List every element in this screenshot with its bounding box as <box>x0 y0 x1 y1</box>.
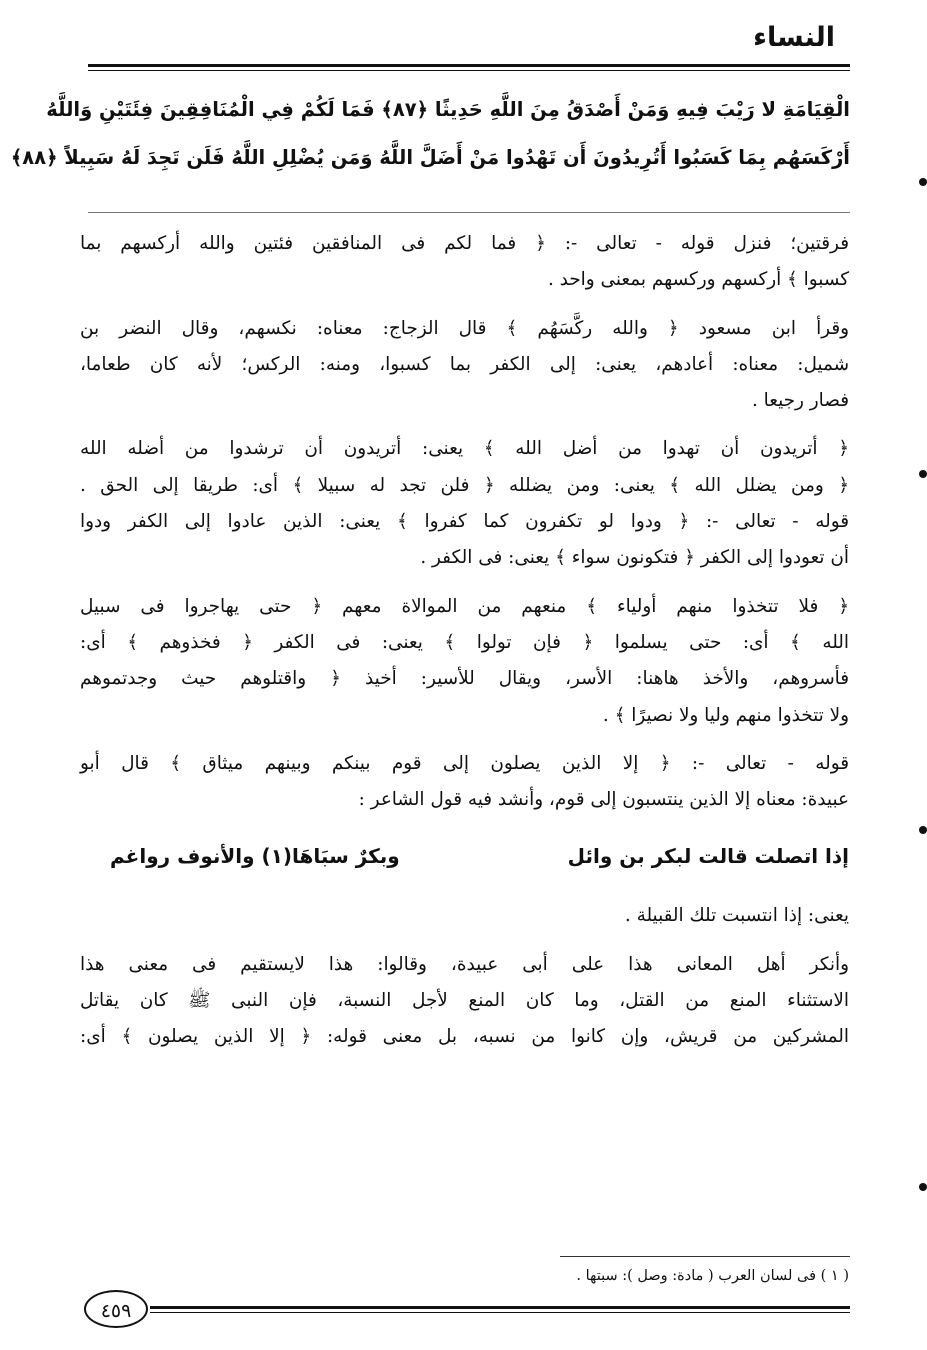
commentary-text <box>80 226 849 1068</box>
text-line: أن تعودوا إلى الكفر ﴿ فتكونون سواء ﴾ يعنى: فى الكفر . <box>420 547 849 569</box>
text-line: فصار رجيعا . <box>751 390 849 412</box>
text-line: قوله - تعالى -: ﴿ ودوا لو تكفرون كما كفروا ﴾ يعنى: الذين عادوا إلى الكفر ودوا <box>80 511 849 533</box>
quran-verse-block <box>10 86 850 196</box>
text-line: وأنكر أهل المعانى هذا على أبى عبيدة، وقالوا: هذا لايستقيم فى معنى هذا <box>80 953 849 975</box>
poetry-verse <box>80 830 849 898</box>
running-title: النساء <box>753 22 835 53</box>
text-line: وقرأ ابن مسعود ﴿ والله ركَّسَهُم ﴾ قال الزجاج: معناه: نكسهم، وقال النضر بن <box>80 317 849 339</box>
text-line: فرقتين؛ فنزل قوله - تعالى -: ﴿ فما لكم فى المنافقين فئتين والله أركسهم بما <box>80 233 849 254</box>
footer-rule-thick <box>150 1306 850 1309</box>
paragraph <box>80 898 849 934</box>
footnote-rule <box>560 1256 850 1257</box>
text-line: الله ﴾ أى: حتى يسلموا ﴿ فإن تولوا ﴾ يعنى: فى الكفر ﴿ فخذوهم ﴾ أى: <box>80 631 849 653</box>
text-line: ولا تتخذوا منهم وليا ولا نصيرًا ﴾ . <box>602 704 849 726</box>
paragraph <box>80 226 849 299</box>
margin-mark <box>919 178 927 186</box>
text-line: الاستثناء المنع من القتل، وما كان المنع لأجل النسبة، فإن النبى ﷺ كان يقاتل <box>80 990 849 1012</box>
margin-mark <box>919 1183 927 1191</box>
verse-separator-rule <box>88 212 850 213</box>
text-line: ﴿ ومن يضلل الله ﴾ يعنى: ومن يضلله ﴿ فلن تجد له سبيلا ﴾ أى: طريقا إلى الحق . <box>80 474 849 496</box>
verse-line: أَرْكَسَهُم بِمَا كَسَبُوا أَتُرِيدُونَ أَن تَهْدُوا مَنْ أَضَلَّ اللَّهُ وَمَن يُضْلِلِ اللَّهُ فَلَن تَجِدَ لَهُ سَبِيلاً ﴿٨٨﴾ <box>10 146 850 169</box>
margin-mark <box>919 826 927 834</box>
footnote: ( ١ ) فى لسان العرب ( مادة: وصل ): سبتها . <box>576 1268 849 1284</box>
text-line: ﴿ أتريدون أن تهدوا من أضل الله ﴾ يعنى: أتريدون أن ترشدوا من أضله الله <box>80 438 849 460</box>
text-line: المشركين من قريش، وإن كانوا من نسبه، بل معنى قوله: ﴿ إلا الذين يصلون ﴾ أى: <box>80 1026 849 1048</box>
text-line: عبيدة: معناه إلا الذين ينتسبون إلى قوم، وأنشد فيه قول الشاعر : <box>358 789 849 811</box>
verse-line: الْقِيَامَةِ لا رَيْبَ فِيهِ وَمَنْ أَصْدَقُ مِنَ اللَّهِ حَدِيثًا ﴿٨٧﴾ فَمَا لَكُمْ فِي الْمُنَافِقِينَ فِئَتَيْنِ وَاللَّهُ <box>46 98 850 121</box>
paragraph <box>80 746 849 819</box>
paragraph <box>80 431 849 576</box>
footer-rule-thin <box>150 1312 850 1313</box>
poem-first-hemistich: إذا اتصلت قالت لبكر بن وائل <box>567 844 849 869</box>
text-line: يعنى: إذا انتسبت تلك القبيلة . <box>624 905 849 927</box>
text-line: قوله - تعالى -: ﴿ إلا الذين يصلون إلى قوم بينكم وبينهم ميثاق ﴾ قال أبو <box>80 752 849 774</box>
paragraph <box>80 311 849 420</box>
text-line: ﴿ فلا تتخذوا منهم أولياء ﴾ منعهم من الموالاة معهم ﴿ حتى يهاجروا فى سبيل <box>80 595 849 617</box>
page-number: ٤٥٩ <box>84 1290 148 1328</box>
header-rule-thin <box>88 70 850 71</box>
paragraph <box>80 589 849 734</box>
paragraph <box>80 947 849 1056</box>
text-line: كسبوا ﴾ أركسهم وركسهم بمعنى واحد . <box>547 269 849 291</box>
margin-mark <box>919 470 927 478</box>
text-line: فأسروهم، والأخذ هاهنا: الأسر، ويقال للأسير: أخيذ ﴿ واقتلوهم حيث وجدتموهم <box>80 668 849 690</box>
text-line: شميل: معناه: أعادهم، يعنى: إلى الكفر بما كسبوا، ومنه: الركس؛ لأنه كان طعاما، <box>80 353 849 375</box>
poem-second-hemistich: وبكرٌ سبَاهَا(١) والأنوف رواغم <box>110 844 400 869</box>
header-rule-thick <box>88 64 850 67</box>
